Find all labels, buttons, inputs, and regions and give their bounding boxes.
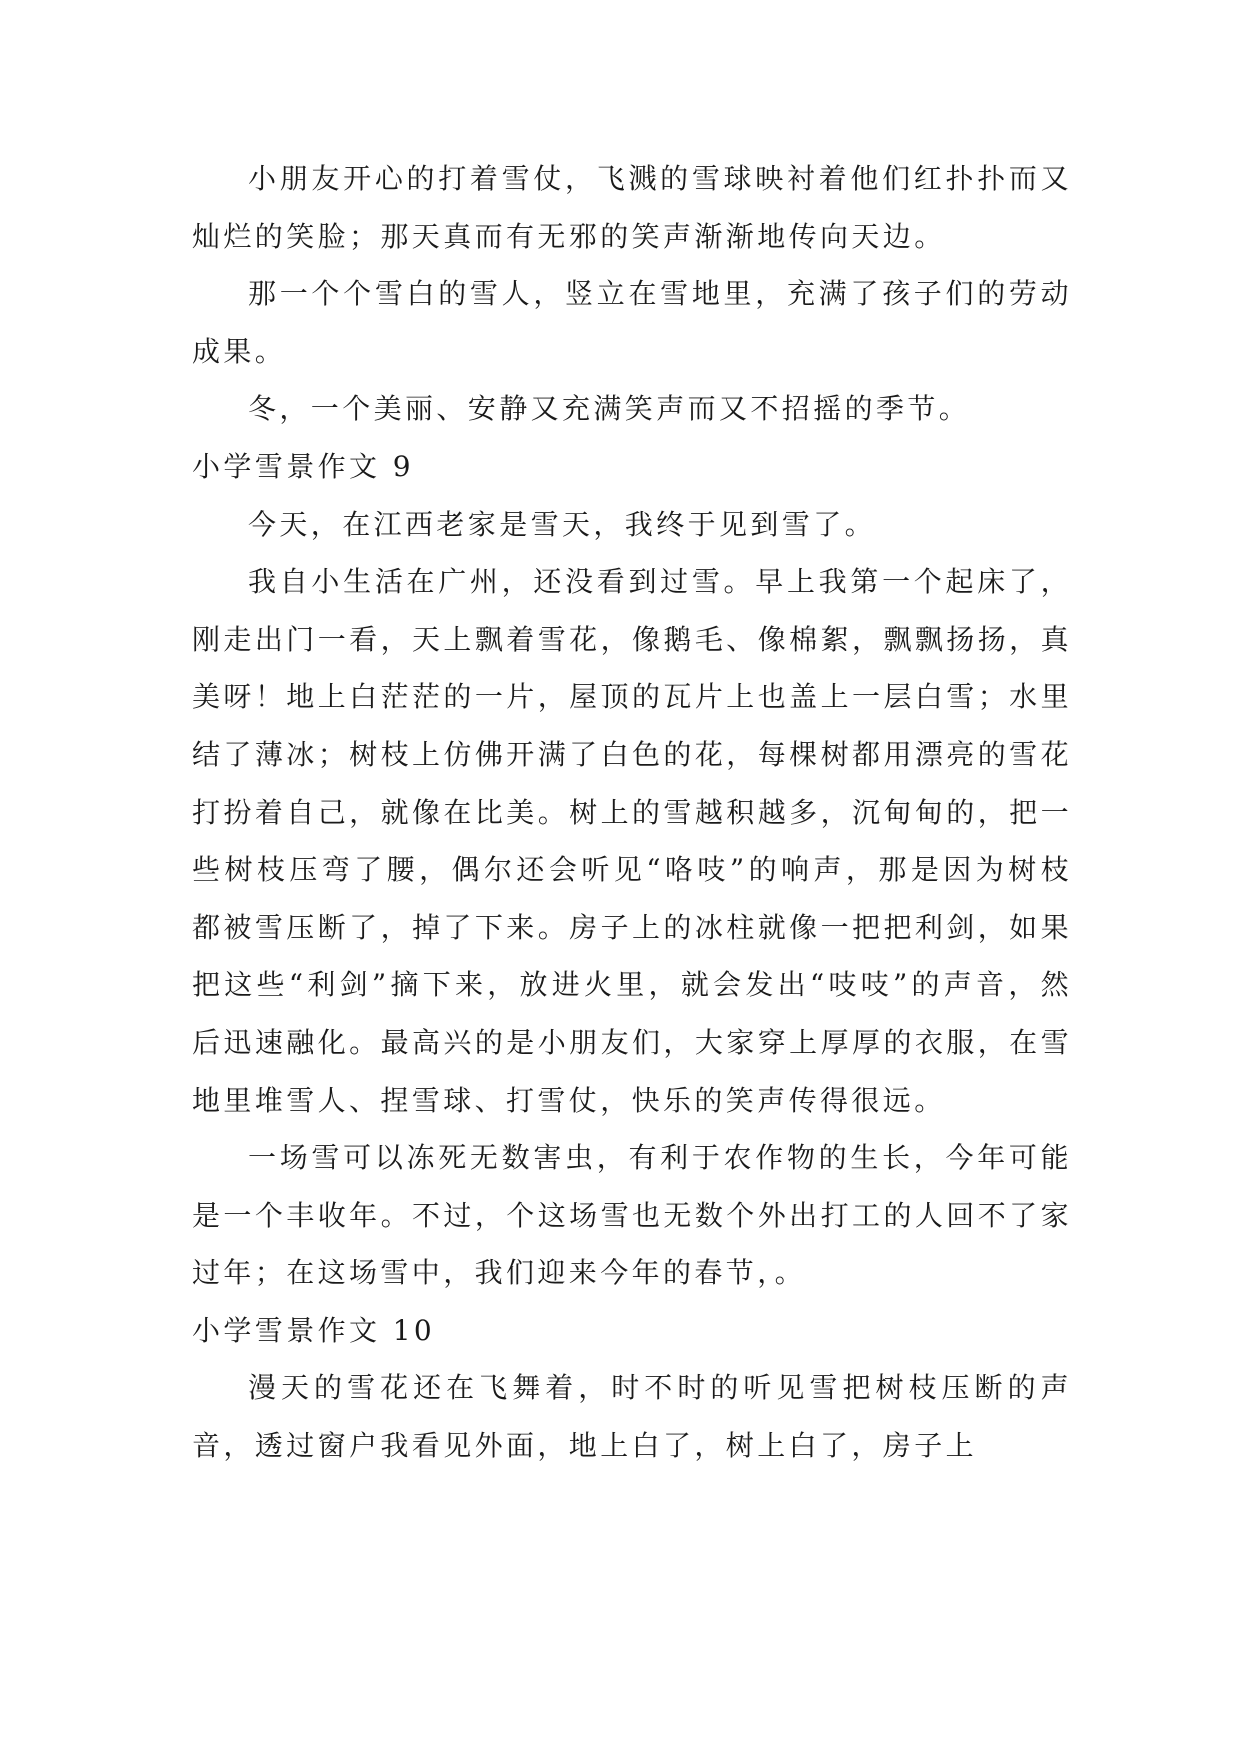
paragraph: 一场雪可以冻死无数害虫，有利于农作物的生长，今年可能是一个丰收年。不过，个这场雪也无数个外出打工的人回不了家过年；在这场雪中，我们迎来今年的春节，。 [192, 1141, 1072, 1290]
paragraph: 漫天的雪花还在飞舞着，时不时的听见雪把树枝压断的声音，透过窗户我看见外面，地上白了，树上白了，房子上 [192, 1371, 1072, 1463]
section-heading: 小学雪景作文 10 [192, 1313, 436, 1347]
section-heading: 小学雪景作文 9 [192, 449, 414, 483]
paragraph: 小朋友开心的打着雪仗，飞溅的雪球映衬着他们红扑扑而又灿烂的笑脸；那天真而有无邪的笑声渐渐地传向天边。 [192, 162, 1072, 253]
paragraph: 今天，在江西老家是雪天，我终于见到雪了。 [248, 507, 877, 541]
paragraph: 冬，一个美丽、安静又充满笑声而又不招摇的季节。 [248, 392, 971, 426]
paragraph: 我自小生活在广州，还没看到过雪。早上我第一个起床了，刚走出门一看，天上飘着雪花，像鹅毛、像棉絮，飘飘扬扬，真美呀！地上白茫茫的一片，屋顶的瓦片上也盖上一层白雪；水里结了薄冰；树枝上仿佛开满了白色的花，每棵树都用漂亮的雪花打扮着自己，就像在比美。树上的雪越积越多，沉甸甸的，把一些树枝压弯了腰，偶尔还会听见“咯吱”的响声，那是因为树枝都被雪压断了，掉了下来。房子上的冰柱就像一把把利剑，如果把这些“利剑”摘下来，放进火里，就会发出“吱吱”的声音，然后迅速融化。最高兴的是小朋友们，大家穿上厚厚的衣服，在雪地里堆雪人、捏雪球、打雪仗，快乐的笑声传得很远。 [192, 565, 1072, 1117]
document-page [192, 150, 1072, 1475]
paragraph: 那一个个雪白的雪人，竖立在雪地里，充满了孩子们的劳动成果。 [192, 277, 1072, 368]
